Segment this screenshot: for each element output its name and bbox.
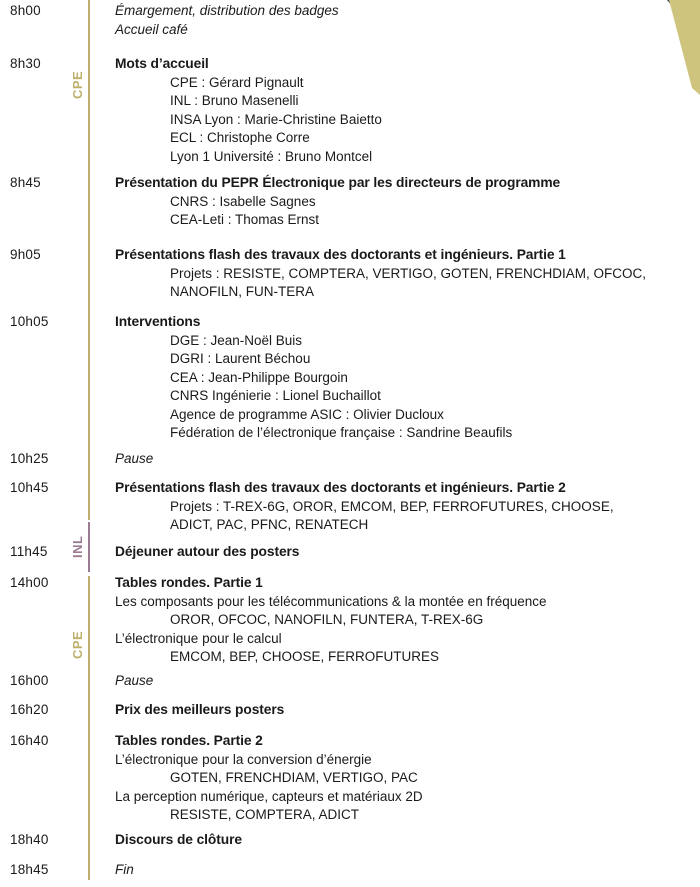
schedule-row-body (115, 2, 690, 39)
schedule-row-body (115, 313, 690, 443)
session-line: L’électronique pour la conversion d’énergie (115, 751, 372, 767)
schedule-row-time: 16h40 (10, 733, 49, 748)
session-line: Fin (115, 862, 134, 877)
schedule-row-body (115, 450, 690, 469)
session-detail: Lyon 1 Université : Bruno Montcel (170, 148, 373, 164)
session-title: Discours de clôture (115, 832, 242, 847)
schedule-row-body (115, 479, 690, 535)
session-line: Émargement, distribution des badges (115, 3, 339, 18)
session-detail: Projets : RESISTE, COMPTERA, VERTIGO, GOTEN, FRENCHDIAM, OFCOC, (170, 265, 647, 281)
session-detail: ECL : Christophe Corre (170, 130, 310, 145)
session-title: Prix des meilleurs posters (115, 702, 285, 717)
schedule-row-body (115, 672, 690, 691)
schedule-row-time: 14h00 (10, 575, 49, 590)
session-title: Présentations flash des travaux des doctorants et ingénieurs. Partie 2 (115, 480, 566, 495)
session-title: Présentation du PEPR Électronique par les directeurs de programme (115, 175, 561, 190)
session-title: Tables rondes. Partie 2 (115, 733, 263, 748)
schedule-row-body (115, 701, 690, 720)
session-detail: RESISTE, COMPTERA, ADICT (170, 807, 360, 822)
schedule-row-time: 18h45 (10, 862, 49, 877)
schedule-row-time: 8h45 (10, 175, 41, 190)
session-detail: EMCOM, BEP, CHOOSE, FERROFUTURES (170, 649, 440, 664)
schedule-row-body (115, 55, 690, 166)
session-line: Pause (115, 673, 154, 688)
session-detail: INL : Bruno Masenelli (170, 93, 299, 108)
session-detail: Agence de programme ASIC : Olivier Ducloux (170, 406, 444, 422)
session-line: La perception numérique, capteurs et matériaux 2D (115, 788, 423, 804)
session-detail: CEA-Leti : Thomas Ernst (170, 212, 320, 227)
schedule-row-time: 8h00 (10, 3, 41, 18)
schedule-row-time: 9h05 (10, 247, 41, 262)
session-detail: ADICT, PAC, PFNC, RENATECH (170, 517, 369, 532)
timeline-rail-segment (88, 0, 90, 520)
schedule-row-time: 10h05 (10, 314, 49, 329)
session-detail: OROR, OFCOC, NANOFILN, FUNTERA, T-REX-6G (170, 612, 484, 627)
schedule-row-body (115, 543, 690, 562)
schedule-row-body (115, 732, 690, 825)
schedule-row-body (115, 861, 690, 880)
schedule-row-body (115, 574, 690, 667)
session-detail: DGRI : Laurent Béchou (170, 351, 311, 366)
session-detail: Fédération de l’électronique française : Sandrine Beaufils (170, 425, 513, 440)
session-line: Accueil café (115, 21, 188, 37)
session-detail: CNRS Ingénierie : Lionel Buchaillot (170, 388, 381, 403)
session-detail: GOTEN, FRENCHDIAM, VERTIGO, PAC (170, 770, 418, 785)
session-title: Interventions (115, 314, 201, 329)
venue-label-cpe: CPE (70, 630, 85, 660)
session-line: Les composants pour les télécommunications & la montée en fréquence (115, 593, 547, 609)
session-detail: INSA Lyon : Marie-Christine Baietto (170, 111, 382, 127)
session-title: Tables rondes. Partie 1 (115, 575, 263, 590)
session-title: Présentations flash des travaux des doctorants et ingénieurs. Partie 1 (115, 247, 566, 262)
session-detail: Projets : T-REX-6G, OROR, EMCOM, BEP, FERROFUTURES, CHOOSE, (170, 498, 614, 514)
venue-label-cpe: CPE (70, 70, 85, 100)
session-title: Mots d’accueil (115, 56, 209, 71)
session-detail: NANOFILN, FUN-TERA (170, 284, 315, 299)
schedule-row-body (115, 831, 690, 850)
timeline-rail-segment (88, 576, 90, 880)
timeline-rail-segment (88, 522, 90, 572)
session-detail: CPE : Gérard Pignault (170, 74, 304, 90)
schedule-row-body (115, 246, 690, 302)
session-line: Pause (115, 451, 154, 466)
schedule-row-time: 18h40 (10, 832, 49, 847)
schedule-row-time: 8h30 (10, 56, 41, 71)
schedule-row-time: 10h25 (10, 451, 49, 466)
schedule-row-time: 16h20 (10, 702, 49, 717)
session-detail: DGE : Jean-Noël Buis (170, 332, 303, 348)
schedule-row-time: 10h45 (10, 480, 49, 495)
session-line: L’électronique pour le calcul (115, 630, 282, 646)
schedule-row-body (115, 174, 690, 230)
session-title: Déjeuner autour des posters (115, 544, 300, 559)
schedule-row-time: 16h00 (10, 673, 49, 688)
timeline-rail-layer (0, 0, 115, 887)
schedule-row-time: 11h45 (10, 544, 48, 559)
session-detail: CNRS : Isabelle Sagnes (170, 193, 316, 209)
session-detail: CEA : Jean-Philippe Bourgoin (170, 369, 348, 385)
venue-label-inl: INL (70, 535, 85, 559)
